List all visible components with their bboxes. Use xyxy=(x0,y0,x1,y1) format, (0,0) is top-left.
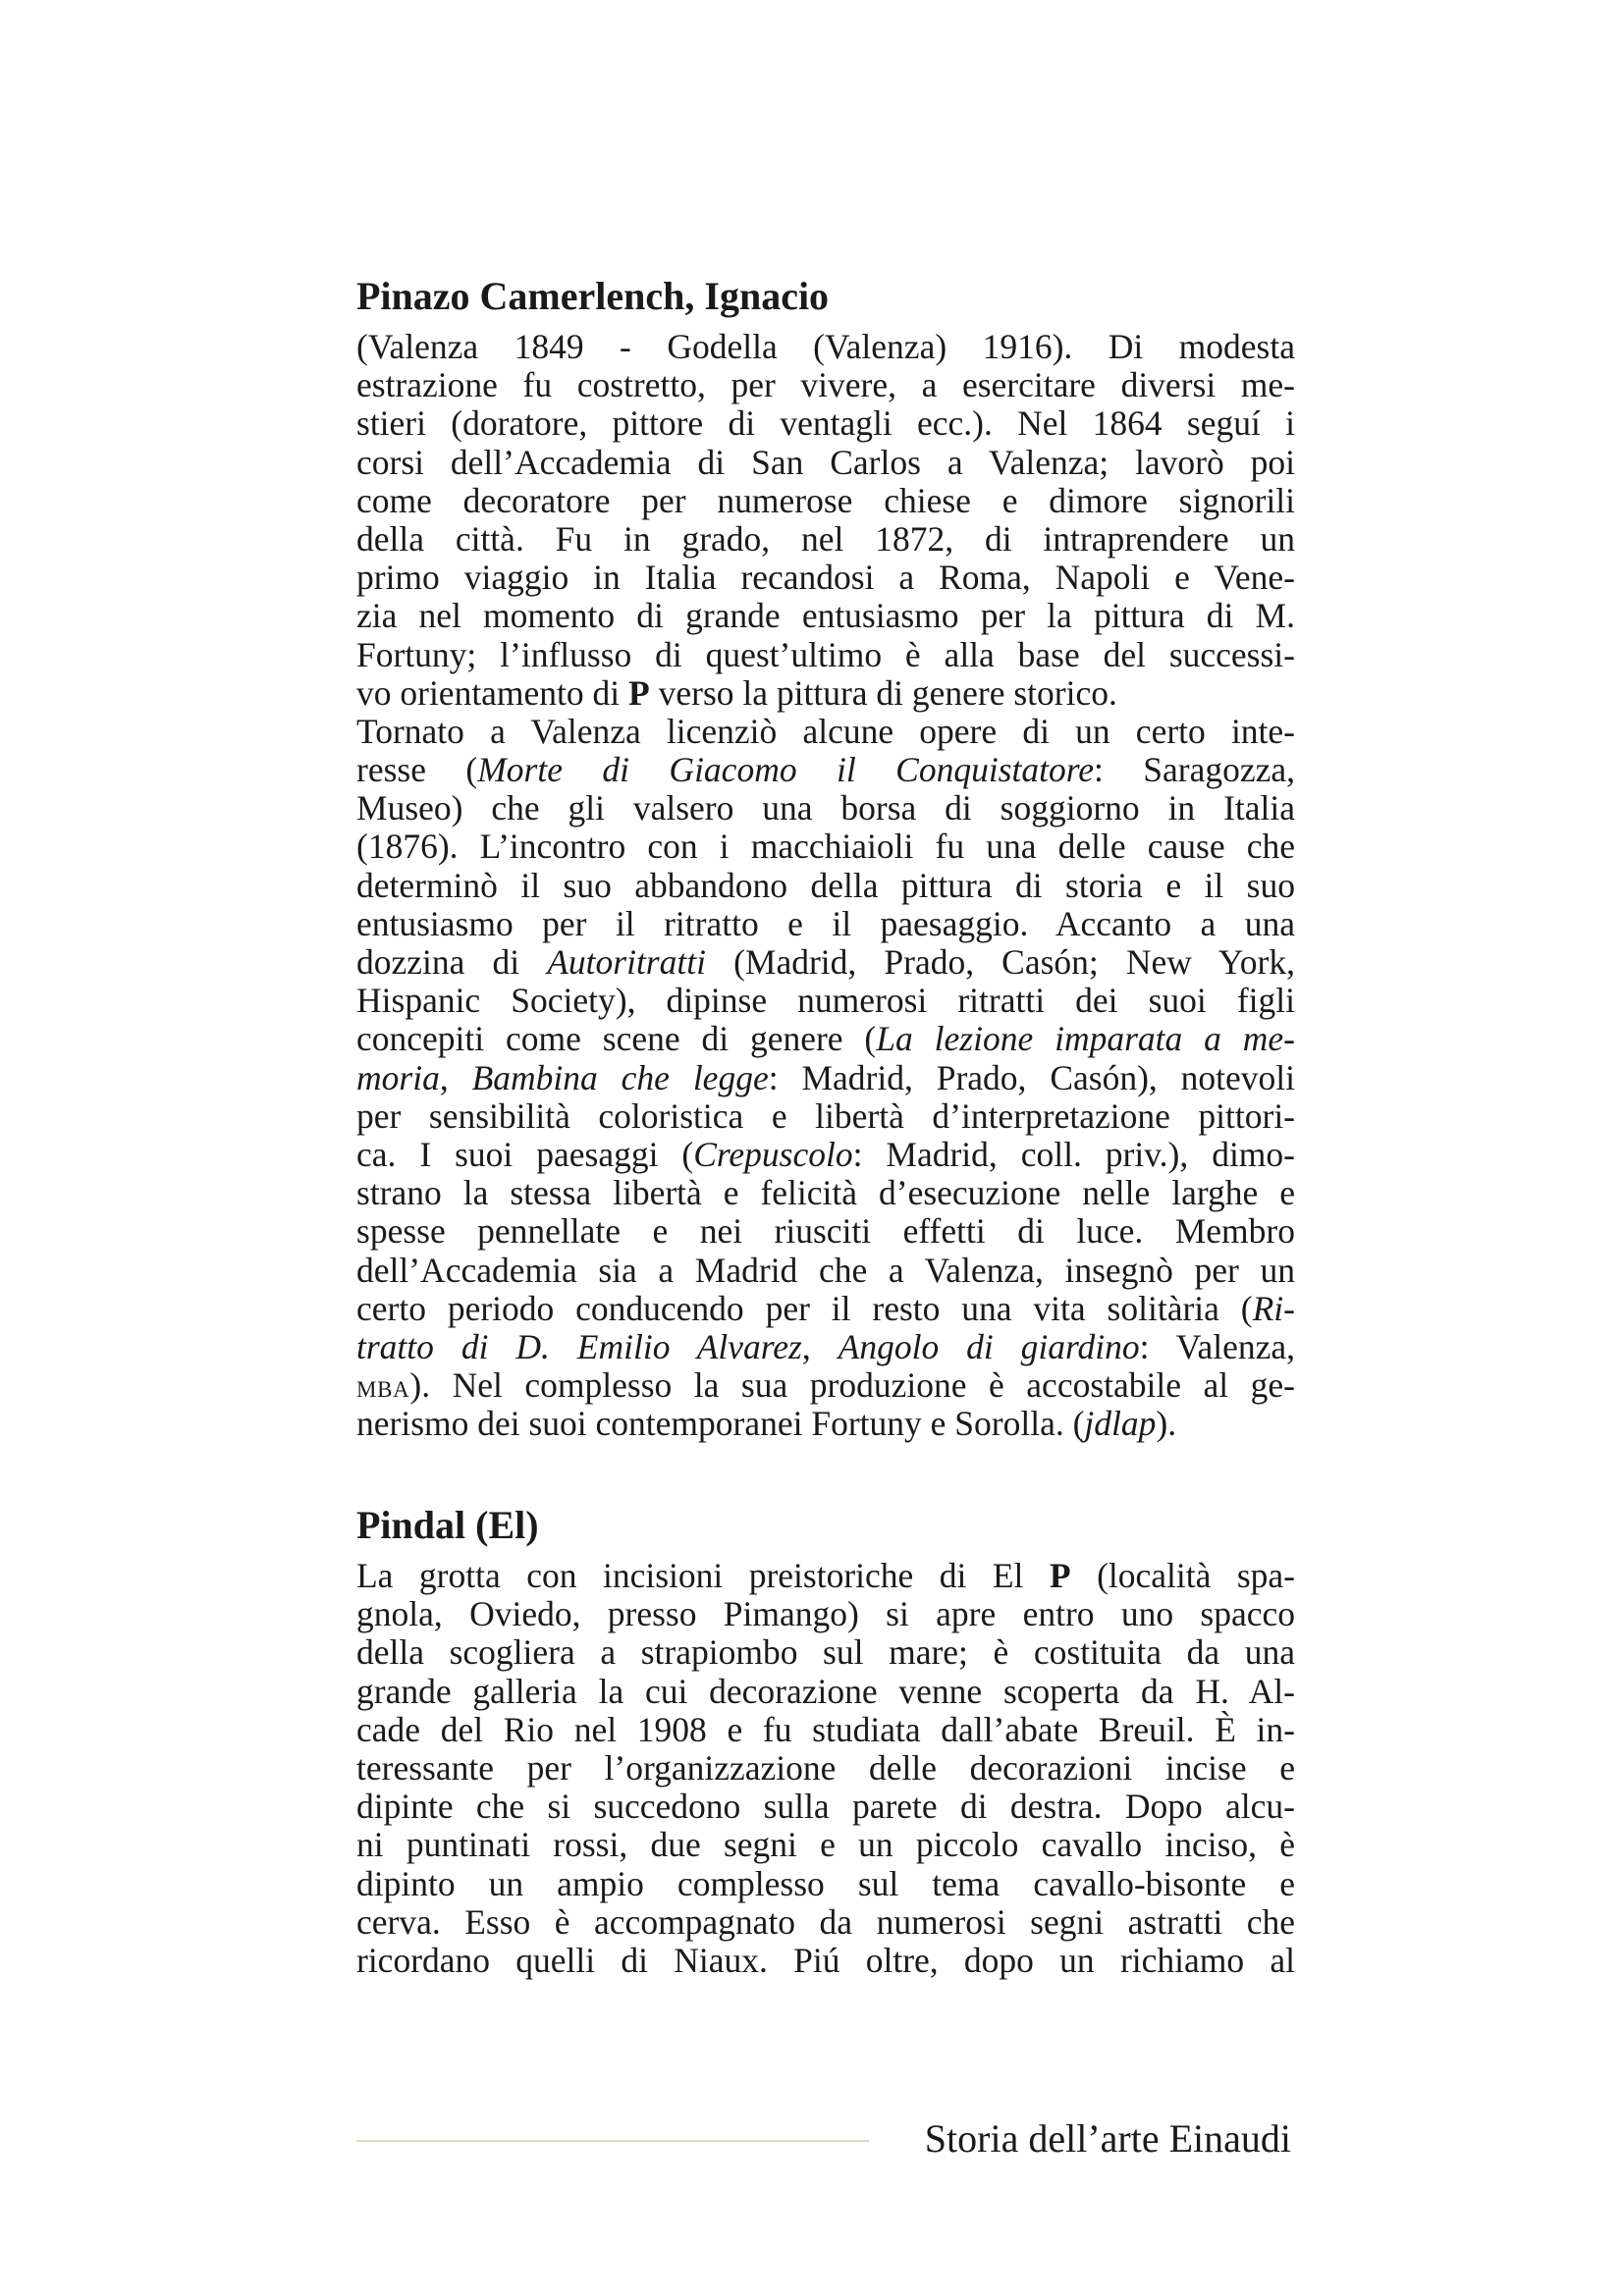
text-line: vo orientamento di P verso la pittura di genere storico. xyxy=(356,672,1117,713)
text-line: grande galleria la cui decorazione venne scoperta da H. Al- xyxy=(356,1671,1295,1711)
text-line: concepiti come scene di genere (La lezione imparata a me- xyxy=(356,1019,1295,1059)
text-line: Tornato a Valenza licenziò alcune opere di un certo inte- xyxy=(356,711,1295,751)
text-line: ni puntinati rossi, due segni e un piccolo cavallo inciso, è xyxy=(356,1825,1295,1865)
text-line: corsi dell’Accademia di San Carlos a Valenza; lavorò poi xyxy=(356,442,1295,482)
text-line: dell’Accademia sia a Madrid che a Valenza, insegnò per un xyxy=(356,1250,1295,1290)
text-line: della città. Fu in grado, nel 1872, di intraprendere un xyxy=(356,518,1295,559)
text-line: gnola, Oviedo, presso Pimango) si apre entro uno spacco xyxy=(356,1594,1295,1634)
text-line: teressante per l’organizzazione delle decorazioni incise e xyxy=(356,1747,1295,1788)
text-line: entusiasmo per il ritratto e il paesaggio. Accanto a una xyxy=(356,903,1295,943)
text-line: della scogliera a strapiombo sul mare; è costituita da una xyxy=(356,1632,1295,1673)
text-line: spesse pennellate e nei riusciti effetti di luce. Membro xyxy=(356,1211,1295,1252)
author-initials: jdlap xyxy=(1084,1404,1157,1444)
text-line: stieri (doratore, pittore di ventagli ecc.). Nel 1864 seguí i xyxy=(356,403,1295,444)
text-line: dipinto un ampio complesso sul tema cavallo-bisonte e xyxy=(356,1863,1295,1903)
text-line: Museo) che gli valsero una borsa di soggiorno in Italia xyxy=(356,788,1295,828)
text-line: (1876). L’incontro con i macchiaioli fu una delle cause che xyxy=(356,827,1295,867)
text-line: certo periodo conducendo per il resto una vita solitària (Ri- xyxy=(356,1288,1295,1328)
entry-body xyxy=(356,1557,1295,1980)
text-line: primo viaggio in Italia recandosi a Roma, Napoli e Vene- xyxy=(356,558,1295,598)
text-line: Fortuny; l’influsso di quest’ultimo è alla base del successi- xyxy=(356,634,1295,674)
text-line: dipinte che si succedono sulla parete di destra. Dopo alcu- xyxy=(356,1787,1295,1827)
text-line: mba). Nel complesso la sua produzione è accostabile al ge- xyxy=(356,1365,1295,1406)
text-line: strano la stessa libertà e felicità d’esecuzione nelle larghe e xyxy=(356,1173,1295,1213)
text-line: resse (Morte di Giacomo il Conquistatore: Saragozza, xyxy=(356,750,1295,790)
footer-rule xyxy=(356,2140,869,2142)
entry-pinazo-camerlench xyxy=(356,273,1295,1443)
text-line: cade del Rio nel 1908 e fu studiata dall’abate Breuil. È in- xyxy=(356,1709,1295,1749)
entry-pindal xyxy=(356,1502,1295,1980)
text-line: ricordano quelli di Niaux. Piú oltre, dopo un richiamo al xyxy=(356,1940,1295,1980)
entry-body xyxy=(356,328,1295,1443)
text-line: ca. I suoi paesaggi (Crepuscolo: Madrid, coll. priv.), dimo- xyxy=(356,1134,1295,1174)
text-line: moria, Bambina che legge: Madrid, Prado, Casón), notevoli xyxy=(356,1057,1295,1097)
text-line: (Valenza 1849 - Godella (Valenza) 1916). Di modesta xyxy=(356,327,1295,366)
text-line: estrazione fu costretto, per vivere, a esercitare diversi me- xyxy=(356,365,1295,405)
text-line: cerva. Esso è accompagnato da numerosi segni astratti che xyxy=(356,1901,1295,1942)
text-line: per sensibilità coloristica e libertà d’interpretazione pittori- xyxy=(356,1095,1295,1136)
entry-title: Pinazo Camerlench, Ignacio xyxy=(356,274,830,318)
text-line: nerismo dei suoi contemporanei Fortuny e Sorolla. (jdlap). xyxy=(356,1404,1177,1444)
text-line: determinò il suo abbandono della pittura di storia e il suo xyxy=(356,865,1295,905)
footer-publication: Storia dell’arte Einaudi xyxy=(924,2116,1291,2161)
text-line: come decoratore per numerose chiese e dimore signorili xyxy=(356,480,1295,520)
text-line: zia nel momento di grande entusiasmo per la pittura di M. xyxy=(356,596,1295,636)
text-line: dozzina di Autoritratti (Madrid, Prado, Casón; New York, xyxy=(356,942,1295,982)
text-line: La grotta con incisioni preistoriche di El P (località spa- xyxy=(356,1556,1295,1595)
entry-title: Pindal (El) xyxy=(356,1503,539,1547)
text-line: tratto di D. Emilio Alvarez, Angolo di giardino: Valenza, xyxy=(356,1326,1295,1366)
text-line: Hispanic Society), dipinse numerosi ritratti dei suoi figli xyxy=(356,981,1295,1021)
